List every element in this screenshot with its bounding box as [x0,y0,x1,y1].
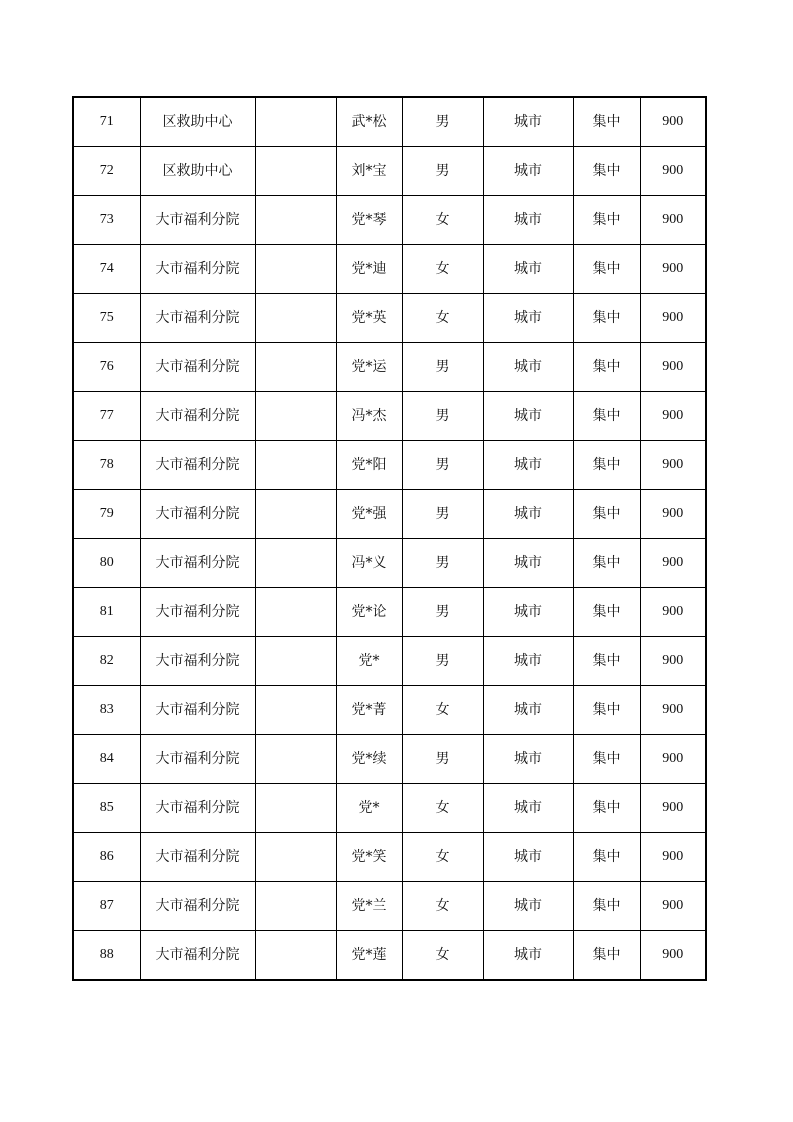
unit-cell: 大市福利分院 [140,245,255,294]
gender-cell: 男 [402,588,483,637]
unit-cell: 区救助中心 [140,147,255,196]
person-name-cell: 武*松 [336,97,402,147]
support-mode-cell: 集中 [573,147,640,196]
area-type-cell: 城市 [483,735,573,784]
unit-cell: 大市福利分院 [140,784,255,833]
blank-cell [255,245,336,294]
amount-cell: 900 [640,882,706,931]
table-row [73,147,706,196]
area-type-cell: 城市 [483,245,573,294]
gender-cell: 男 [402,735,483,784]
amount-cell: 900 [640,588,706,637]
blank-cell [255,392,336,441]
support-mode-cell: 集中 [573,735,640,784]
table-row [73,931,706,981]
unit-cell: 大市福利分院 [140,343,255,392]
person-name-cell: 冯*义 [336,539,402,588]
row-number-cell: 82 [73,637,140,686]
row-number-cell: 77 [73,392,140,441]
unit-cell: 大市福利分院 [140,490,255,539]
person-name-cell: 党*兰 [336,882,402,931]
blank-cell [255,441,336,490]
blank-cell [255,490,336,539]
row-number-cell: 88 [73,931,140,981]
area-type-cell: 城市 [483,294,573,343]
table-row [73,392,706,441]
blank-cell [255,686,336,735]
blank-cell [255,882,336,931]
gender-cell: 男 [402,97,483,147]
person-name-cell: 刘*宝 [336,147,402,196]
person-name-cell: 党*续 [336,735,402,784]
unit-cell: 大市福利分院 [140,686,255,735]
amount-cell: 900 [640,294,706,343]
row-number-cell: 85 [73,784,140,833]
area-type-cell: 城市 [483,196,573,245]
row-number-cell: 86 [73,833,140,882]
table-row [73,833,706,882]
area-type-cell: 城市 [483,931,573,981]
row-number-cell: 71 [73,97,140,147]
support-mode-cell: 集中 [573,196,640,245]
support-mode-cell: 集中 [573,97,640,147]
support-mode-cell: 集中 [573,882,640,931]
row-number-cell: 76 [73,343,140,392]
gender-cell: 女 [402,245,483,294]
gender-cell: 女 [402,686,483,735]
gender-cell: 男 [402,637,483,686]
table-row [73,637,706,686]
table-row [73,686,706,735]
area-type-cell: 城市 [483,392,573,441]
gender-cell: 男 [402,147,483,196]
person-name-cell: 党*英 [336,294,402,343]
blank-cell [255,539,336,588]
area-type-cell: 城市 [483,784,573,833]
records-table [72,96,707,981]
support-mode-cell: 集中 [573,441,640,490]
table-row [73,245,706,294]
gender-cell: 男 [402,539,483,588]
blank-cell [255,343,336,392]
row-number-cell: 80 [73,539,140,588]
blank-cell [255,931,336,981]
row-number-cell: 75 [73,294,140,343]
area-type-cell: 城市 [483,147,573,196]
gender-cell: 男 [402,490,483,539]
unit-cell: 大市福利分院 [140,882,255,931]
amount-cell: 900 [640,97,706,147]
support-mode-cell: 集中 [573,245,640,294]
unit-cell: 大市福利分院 [140,441,255,490]
area-type-cell: 城市 [483,588,573,637]
person-name-cell: 党*莲 [336,931,402,981]
table-row [73,196,706,245]
row-number-cell: 81 [73,588,140,637]
person-name-cell: 党* [336,637,402,686]
unit-cell: 大市福利分院 [140,392,255,441]
table-row [73,490,706,539]
blank-cell [255,97,336,147]
row-number-cell: 79 [73,490,140,539]
area-type-cell: 城市 [483,441,573,490]
area-type-cell: 城市 [483,343,573,392]
row-number-cell: 87 [73,882,140,931]
gender-cell: 男 [402,441,483,490]
unit-cell: 大市福利分院 [140,539,255,588]
gender-cell: 女 [402,882,483,931]
row-number-cell: 73 [73,196,140,245]
support-mode-cell: 集中 [573,588,640,637]
unit-cell: 区救助中心 [140,97,255,147]
blank-cell [255,784,336,833]
blank-cell [255,588,336,637]
row-number-cell: 74 [73,245,140,294]
support-mode-cell: 集中 [573,637,640,686]
person-name-cell: 党*强 [336,490,402,539]
support-mode-cell: 集中 [573,294,640,343]
unit-cell: 大市福利分院 [140,637,255,686]
blank-cell [255,147,336,196]
row-number-cell: 83 [73,686,140,735]
person-name-cell: 党* [336,784,402,833]
row-number-cell: 72 [73,147,140,196]
table-row [73,588,706,637]
gender-cell: 男 [402,392,483,441]
area-type-cell: 城市 [483,882,573,931]
area-type-cell: 城市 [483,686,573,735]
support-mode-cell: 集中 [573,490,640,539]
amount-cell: 900 [640,245,706,294]
blank-cell [255,833,336,882]
person-name-cell: 党*琴 [336,196,402,245]
amount-cell: 900 [640,637,706,686]
table-row [73,784,706,833]
amount-cell: 900 [640,686,706,735]
person-name-cell: 党*笑 [336,833,402,882]
amount-cell: 900 [640,147,706,196]
table-row [73,735,706,784]
table-row [73,539,706,588]
area-type-cell: 城市 [483,97,573,147]
person-name-cell: 党*阳 [336,441,402,490]
person-name-cell: 党*运 [336,343,402,392]
amount-cell: 900 [640,392,706,441]
amount-cell: 900 [640,833,706,882]
gender-cell: 女 [402,196,483,245]
amount-cell: 900 [640,931,706,981]
gender-cell: 女 [402,784,483,833]
unit-cell: 大市福利分院 [140,294,255,343]
person-name-cell: 党*菁 [336,686,402,735]
table-row [73,97,706,147]
gender-cell: 女 [402,931,483,981]
support-mode-cell: 集中 [573,833,640,882]
amount-cell: 900 [640,196,706,245]
area-type-cell: 城市 [483,833,573,882]
row-number-cell: 78 [73,441,140,490]
row-number-cell: 84 [73,735,140,784]
blank-cell [255,294,336,343]
person-name-cell: 冯*杰 [336,392,402,441]
gender-cell: 男 [402,343,483,392]
gender-cell: 女 [402,833,483,882]
support-mode-cell: 集中 [573,392,640,441]
area-type-cell: 城市 [483,637,573,686]
blank-cell [255,735,336,784]
amount-cell: 900 [640,539,706,588]
amount-cell: 900 [640,784,706,833]
support-mode-cell: 集中 [573,931,640,981]
unit-cell: 大市福利分院 [140,833,255,882]
table-row [73,294,706,343]
person-name-cell: 党*迪 [336,245,402,294]
amount-cell: 900 [640,343,706,392]
area-type-cell: 城市 [483,539,573,588]
table-row [73,882,706,931]
support-mode-cell: 集中 [573,686,640,735]
table-row [73,441,706,490]
unit-cell: 大市福利分院 [140,588,255,637]
person-name-cell: 党*论 [336,588,402,637]
table-row [73,343,706,392]
records-body [73,97,706,980]
unit-cell: 大市福利分院 [140,196,255,245]
unit-cell: 大市福利分院 [140,931,255,981]
support-mode-cell: 集中 [573,784,640,833]
amount-cell: 900 [640,441,706,490]
gender-cell: 女 [402,294,483,343]
blank-cell [255,196,336,245]
blank-cell [255,637,336,686]
unit-cell: 大市福利分院 [140,735,255,784]
area-type-cell: 城市 [483,490,573,539]
amount-cell: 900 [640,490,706,539]
support-mode-cell: 集中 [573,343,640,392]
support-mode-cell: 集中 [573,539,640,588]
amount-cell: 900 [640,735,706,784]
